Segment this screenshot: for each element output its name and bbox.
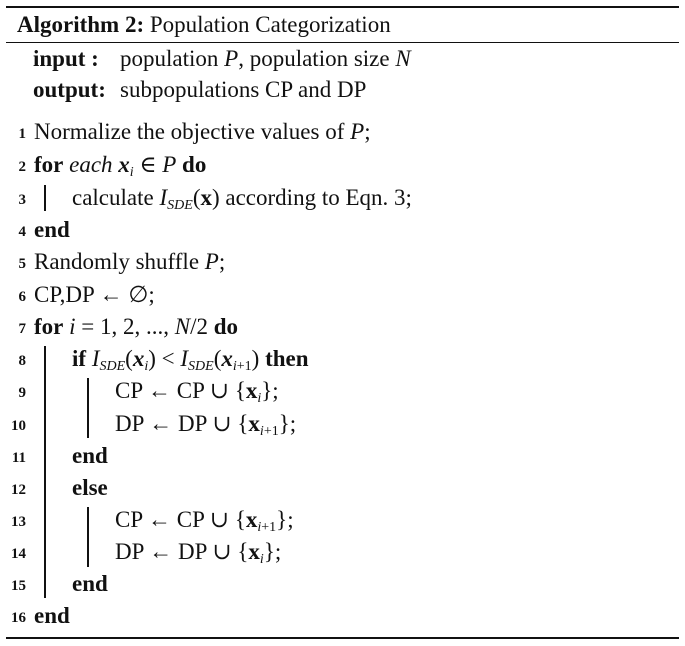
algorithm-line (0, 343, 685, 375)
line-number: 7 (18, 321, 26, 337)
line-text: if $I_{SDE}(x_i) < I_{SDE}(x_{i+1})$ then (72, 346, 309, 374)
line-text: DP ← DP ∪ $\{x_{i+1}\}$; (115, 411, 297, 439)
algorithm-line (0, 116, 685, 148)
line-number: 13 (11, 514, 26, 530)
algorithm-line (0, 440, 685, 472)
algorithm-line (0, 182, 685, 214)
algorithm-line (0, 504, 685, 536)
algorithm-line (0, 600, 685, 632)
algorithm-line (0, 568, 685, 600)
line-text: end (34, 603, 70, 628)
algorithm-line (0, 536, 685, 568)
line-number: 9 (18, 385, 26, 401)
block-bar-else (87, 507, 89, 567)
input-keyword: input : (33, 46, 99, 71)
line-number: 15 (11, 578, 26, 594)
line-number: 8 (18, 353, 26, 369)
algorithm-line (0, 279, 685, 311)
line-number: 11 (11, 450, 26, 466)
algorithm-line (0, 214, 685, 246)
line-text: Randomly shuffle P; (34, 249, 226, 274)
line-text: CP ← CP ∪ $\{x_i\}$; (115, 378, 279, 406)
caption-title: Population Categorization (149, 12, 391, 37)
line-number: 16 (11, 610, 26, 626)
line-text: CP,DP ← ∅; (34, 282, 155, 307)
line-text: DP ← DP ∪ $\{x_i\}$; (115, 539, 282, 567)
line-text: calculate $I_{SDE}(x)$ according to Eqn. 3; (72, 185, 412, 213)
algorithm-line (0, 311, 685, 343)
output-keyword: output: (33, 77, 106, 102)
line-number: 6 (18, 289, 26, 305)
algorithm-line (0, 408, 685, 440)
line-text: for each $x_i$ ∈ P do (34, 152, 207, 180)
input-text: population P, population size N (120, 46, 411, 71)
block-bar-for-i (44, 346, 46, 598)
algorithm-line (0, 149, 685, 181)
line-text: end (72, 443, 108, 468)
block-bar-then (87, 378, 89, 438)
line-text: else (72, 475, 108, 500)
line-number: 2 (18, 159, 26, 175)
line-number: 1 (18, 126, 26, 142)
line-text: end (72, 571, 108, 596)
output-line (33, 75, 366, 105)
caption-label: Algorithm 2: (17, 12, 145, 37)
line-number: 5 (18, 256, 26, 272)
bottom-rule (6, 637, 679, 639)
line-text: CP ← CP ∪ $\{x_{i+1}\}$; (115, 507, 294, 535)
caption-rule (6, 42, 679, 43)
output-text: subpopulations CP and DP (120, 77, 367, 102)
line-text: for i = 1, 2, ..., N/2 do (34, 314, 239, 339)
block-bar-for-each (44, 185, 46, 211)
algorithm-line (0, 472, 685, 504)
input-line (33, 44, 411, 74)
line-number: 3 (18, 192, 26, 208)
line-number: 10 (11, 418, 26, 434)
line-number: 4 (18, 224, 26, 240)
line-text: Normalize the objective values of P; (34, 119, 371, 144)
line-number: 12 (11, 482, 26, 498)
line-number: 14 (11, 546, 26, 562)
algorithm-caption (17, 8, 391, 41)
algorithm-line (0, 246, 685, 278)
algorithm-line (0, 375, 685, 407)
line-text: end (34, 217, 70, 242)
